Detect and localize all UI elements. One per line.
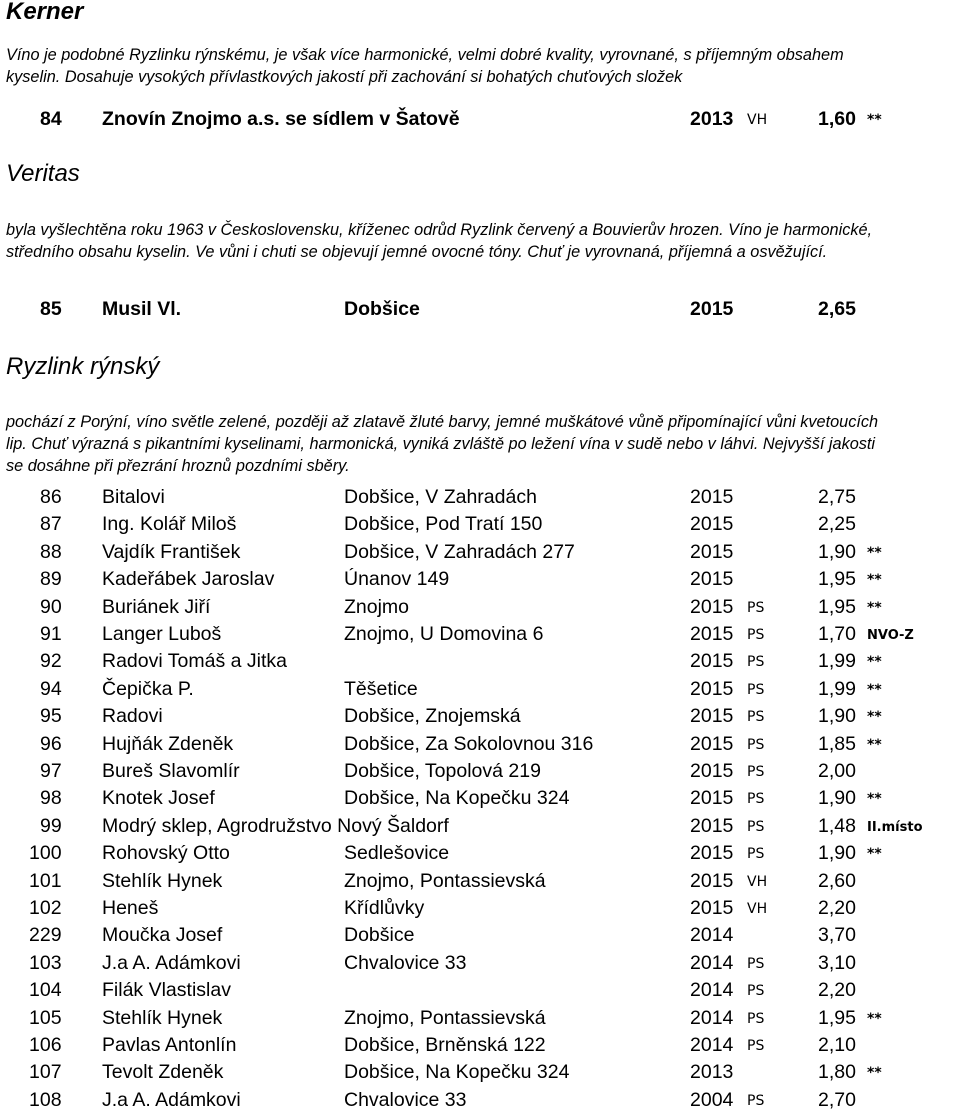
wine-entry-row [0,977,960,1004]
entry-price: 1,90 [818,842,856,865]
wine-entry-row [0,758,960,785]
entry-place: Dobšice, Pod Tratí 150 [344,513,543,536]
wine-entry-row [0,676,960,703]
entry-number: 108 [29,1088,62,1111]
entry-producer: Moučka Josef [102,924,223,947]
wine-entry-row [0,1059,960,1086]
entry-place: Dobšice, Znojemská [344,705,521,728]
entry-mark: NVO-Z [867,628,914,643]
entry-mark: ** [867,1065,882,1082]
entry-type: PS [747,1010,765,1027]
entry-place: Únanov 149 [344,568,450,591]
entry-year: 2014 [690,1034,734,1056]
entry-type: PS [747,709,765,726]
entry-type: PS [747,654,765,671]
entry-type: PS [747,599,765,616]
entry-producer: Rohovský Otto [102,842,230,865]
entry-number: 229 [29,924,62,947]
entry-number: 87 [40,513,62,536]
entry-type: PS [747,1038,765,1054]
entry-price: 1,95 [818,595,856,618]
section-title-veritas: Veritas [6,160,80,187]
entry-place: Dobšice, V Zahradách [344,486,537,508]
entry-producer: Tevolt Zdeněk [102,1061,224,1084]
entry-year: 2015 [690,705,734,728]
entry-number: 107 [29,1061,62,1084]
entry-producer: J.a A. Adámkovi [102,951,241,974]
entry-price: 1,95 [818,1006,856,1029]
entry-mark: ** [867,709,882,726]
entry-number: 95 [40,705,62,728]
entry-year: 2015 [690,486,734,508]
entry-type: PS [747,627,765,643]
wine-entry-row [0,648,960,675]
entry-year: 2015 [690,568,734,591]
entry-producer: Vajdík František [102,540,241,563]
entry-year: 2015 [690,298,734,320]
wine-entry-row [0,950,960,977]
entry-mark: ** [867,112,882,128]
wine-entry-row [0,813,960,840]
entry-number: 106 [29,1034,62,1056]
entry-number: 89 [40,568,62,591]
entry-price: 2,25 [818,513,856,536]
entry-producer: J.a A. Adámkovi [102,1088,241,1111]
entry-place: Křídlůvky [344,897,425,919]
entry-mark: II.místo [867,819,923,835]
description-line: kyselin. Dosahuje vysokých přívlastkových jakostí při zachování si bohatých chuťových složek [6,68,683,86]
entry-year: 2004 [690,1088,734,1111]
entry-number: 90 [40,595,62,618]
entry-producer: Pavlas Antonlín [102,1034,237,1056]
entry-price: 1,48 [818,814,856,837]
entry-year: 2015 [690,842,734,865]
entry-place: Znojmo, Pontassievská [344,1006,546,1029]
entry-mark: ** [867,654,882,671]
entry-type: PS [747,955,765,972]
entry-number: 91 [40,623,62,645]
entry-type: PS [747,736,765,753]
entry-year: 2015 [690,869,734,892]
entry-price: 1,90 [818,540,856,563]
entry-producer: Bitalovi [102,486,165,508]
entry-number: 86 [40,486,62,508]
entry-type: VH [747,873,768,890]
entry-year: 2015 [690,650,734,673]
entry-year: 2014 [690,951,734,974]
entry-mark: ** [867,1010,882,1027]
entry-price: 3,70 [818,924,856,947]
entry-producer: Musil Vl. [102,298,182,320]
entry-year: 2015 [690,814,734,837]
wine-entry-row [0,594,960,621]
entry-mark: ** [867,791,882,808]
entry-price: 1,85 [818,732,856,755]
entry-place: Dobšice, Topolová 219 [344,760,541,782]
description-line: se dosáhne při přezrání hroznů pozdními sběry. [6,457,350,475]
entry-price: 2,60 [818,869,856,892]
wine-entry-row [0,621,960,648]
wine-entry-row [0,922,960,949]
description-line: středního obsahu kyselin. Ve vůni i chuti se objevují jemné ovocné tóny. Chuť je vyrovnaná, příjemná a osvěžující. [6,243,828,261]
entry-number: 84 [40,108,62,130]
entry-year: 2015 [690,760,734,782]
entry-number: 85 [40,298,62,320]
entry-price: 1,90 [818,787,856,810]
entry-year: 2015 [690,540,734,563]
entry-type: PS [747,846,765,863]
entry-producer: Knotek Josef [102,787,215,810]
entry-place: Dobšice, Na Kopečku 324 [344,787,570,810]
entry-number: 99 [40,814,62,837]
entry-type: VH [747,901,768,917]
entry-price: 2,70 [818,1088,856,1111]
entry-price: 1,90 [818,705,856,728]
entry-producer: Filák Vlastislav [102,979,231,1002]
entry-producer: Bureš Slavomlír [102,760,240,782]
entry-place: Dobšice [344,924,415,947]
entry-number: 96 [40,732,62,755]
entry-place: Chvalovice 33 [344,951,467,974]
entry-producer: Čepička P. [102,677,194,700]
entry-type: PS [747,1092,765,1109]
entry-mark: ** [867,846,882,863]
entry-price: 1,70 [818,623,856,645]
entry-type: PS [747,791,765,808]
entry-producer: Stehlík Hynek [102,869,223,892]
entry-price: 1,60 [818,108,856,130]
entry-number: 102 [29,897,62,919]
section-title-ryzlink-rynsky: Ryzlink rýnský [6,353,160,380]
entry-producer: Ing. Kolář Miloš [102,513,237,536]
entry-type: PS [747,983,765,1000]
entry-place: Dobšice, Na Kopečku 324 [344,1061,570,1084]
wine-entry-row [0,106,960,133]
entry-year: 2015 [690,787,734,810]
section-description-ryzlink-rynsky [6,411,958,477]
wine-entry-row [0,895,960,922]
wine-entry-row [0,703,960,730]
wine-entry-row [0,731,960,758]
wine-entry-row [0,511,960,538]
wine-entry-row [0,868,960,895]
entry-year: 2015 [690,897,734,919]
entry-price: 2,00 [818,760,856,782]
entry-producer: Radovi [102,705,163,728]
wine-entry-row [0,566,960,593]
entry-producer: Heneš [102,897,159,919]
entry-year: 2015 [690,595,734,618]
entry-producer: Buriánek Jiří [102,595,211,618]
entry-number: 104 [29,979,62,1002]
entry-type: PS [747,764,765,780]
entry-type: VH [747,112,768,128]
entry-mark: ** [867,572,882,589]
entry-type: PS [747,818,765,835]
wine-entry-row [0,296,960,323]
wine-entry-row [0,1087,960,1114]
entry-place: Sedlešovice [344,842,450,865]
entry-number: 101 [29,869,62,892]
section-title-kerner: Kerner [6,0,84,25]
entry-place: Znojmo, Pontassievská [344,869,546,892]
entry-number: 88 [40,540,62,563]
entry-price: 2,20 [818,979,856,1002]
description-line: Víno je podobné Ryzlinku rýnskému, je však více harmonické, velmi dobré kvality, vyrovnané, s příjemným obsahem [6,46,844,64]
entry-producer: Hujňák Zdeněk [102,732,234,755]
entry-number: 103 [29,951,62,974]
section-description-kerner [6,44,958,88]
entry-place: Znojmo [344,595,410,618]
description-line: pochází z Porýní, víno světle zelené, později až zlatavě žluté barvy, jemné muškátové vůně připomínající vůni kvetoucích [6,413,879,431]
wine-entry-row [0,785,960,812]
entry-producer: Radovi Tomáš a Jitka [102,650,287,673]
entry-year: 2013 [690,108,734,130]
entry-mark: ** [867,681,882,698]
entry-price: 1,99 [818,650,856,673]
entry-place: Znojmo, U Domovina 6 [344,623,544,645]
entry-year: 2015 [690,513,734,536]
entry-producer: Znovín Znojmo a.s. se sídlem v Šatově [102,108,460,130]
entry-place: Dobšice [344,298,420,320]
entry-mark: ** [867,736,882,753]
entry-year: 2014 [690,1006,734,1029]
entry-place: Těšetice [344,677,418,700]
entry-price: 2,20 [818,897,856,919]
entry-price: 2,10 [818,1034,856,1056]
entry-price: 1,80 [818,1061,856,1084]
wine-entry-row [0,484,960,511]
entry-producer: Stehlík Hynek [102,1006,223,1029]
entry-place: Dobšice, Brněnská 122 [344,1034,546,1056]
entry-producer: Langer Luboš [102,623,222,645]
entry-place: Chvalovice 33 [344,1088,467,1111]
entry-year: 2014 [690,979,734,1002]
entry-number: 94 [40,677,62,700]
entry-price: 3,10 [818,951,856,974]
entry-mark: ** [867,544,882,561]
entry-year: 2015 [690,732,734,755]
wine-entry-row [0,539,960,566]
entry-producer: Modrý sklep, Agrodružstvo Nový Šaldorf [102,814,449,837]
entry-year: 2015 [690,623,734,645]
entry-place: Dobšice, Za Sokolovnou 316 [344,732,594,755]
entry-type: PS [747,681,765,698]
entry-year: 2014 [690,924,734,947]
entry-price: 1,99 [818,677,856,700]
wine-entry-row [0,840,960,867]
entry-number: 97 [40,760,62,782]
entry-price: 2,65 [818,298,856,320]
entry-producer: Kadeřábek Jaroslav [102,568,275,591]
entry-price: 2,75 [818,486,856,508]
wine-entry-row [0,1005,960,1032]
entry-number: 92 [40,650,62,673]
entry-number: 100 [29,842,62,865]
wine-entry-row [0,1032,960,1059]
entry-mark: ** [867,599,882,616]
entry-number: 98 [40,787,62,810]
entry-year: 2015 [690,677,734,700]
description-line: byla vyšlechtěna roku 1963 v Československu, kříženec odrůd Ryzlink červený a Bouvierův hrozen. Víno je harmonické, [6,221,873,239]
description-line: lip. Chuť výrazná s pikantními kyselinami, harmonická, vyniká zvláště po ležení vína v sudě nebo v láhvi. Nejvyšší jakosti [6,435,876,453]
entry-place: Dobšice, V Zahradách 277 [344,540,575,563]
entry-number: 105 [29,1006,62,1029]
entry-price: 1,95 [818,568,856,591]
section-description-veritas [6,219,958,263]
entry-year: 2013 [690,1061,734,1084]
